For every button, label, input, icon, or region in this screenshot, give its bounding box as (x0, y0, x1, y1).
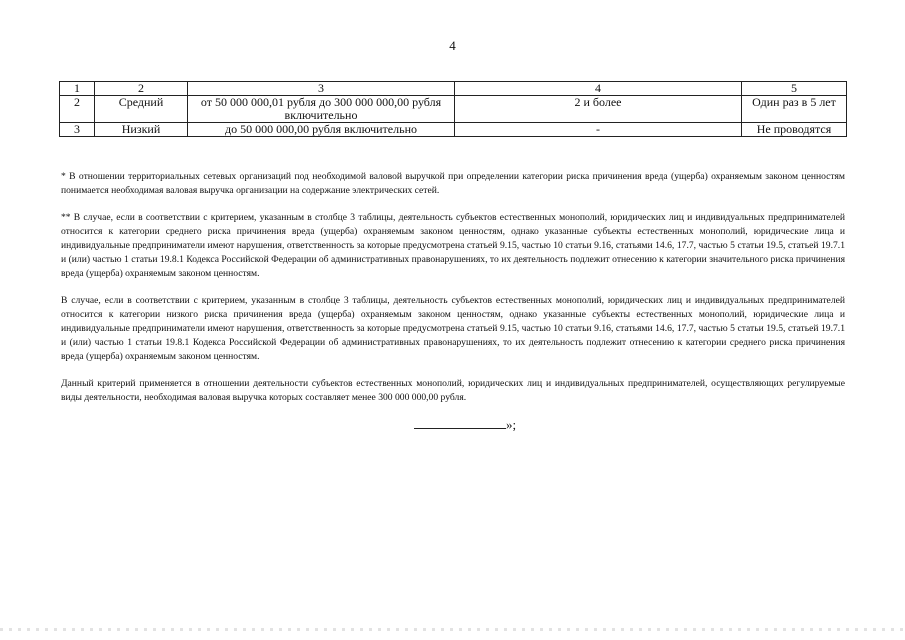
page-number: 4 (449, 38, 456, 53)
table-header-cell: 2 (95, 82, 188, 96)
table-cell-violations: - (455, 123, 742, 137)
table-header-cell: 4 (455, 82, 742, 96)
closing-quote: »; (506, 417, 517, 432)
table-header-cell: 1 (60, 82, 95, 96)
footnote-single-asterisk: * В отношении территориальных сетевых организаций под необходимой валовой выручкой при определении категории риска причинения вреда (ущерба) охраняемым законом ценностям понимается необходимая валовая выручка организации на содержание электрических сетей. (61, 171, 845, 196)
table-header-row (60, 82, 847, 96)
footnote-double-asterisk: ** В случае, если в соответствии с критерием, указанным в столбце 3 таблицы, деятельность субъектов естественных монополий, юридических лиц и индивидуальных предпринимателей относится к категории среднего риска причинения вреда (ущерба) охраняемым законом ценностям, однако указанные субъекты естественных монополий, юридические лица и индивидуальные предприниматели имеют нарушения, ответственность за которые предусмотрена статьей 9.15, частью 10 статьи 9.16, статьями 14.6, 17.7, частью 5 статьи 19.5, статьей 19.7.1 и (или) частью 1 статьи 19.8.1 Кодекса Российской Федерации об административных правонарушениях, то их деятельность подлежит отнесению к категории значительного риска причинения вреда (ущерба) охраняемым законом ценностям. (61, 212, 845, 279)
closing-underline (414, 418, 506, 429)
table-cell-revenue-criterion: от 50 000 000,01 рубля до 300 000 000,00 рубля включительно (188, 96, 455, 123)
risk-category-table (59, 81, 847, 137)
note-paragraph: В случае, если в соответствии с критерием, указанным в столбце 3 таблицы, деятельность субъектов естественных монополий, юридических лиц и индивидуальных предпринимателей относится к категории низкого риска причинения вреда (ущерба) охраняемым законом ценностям, однако указанные субъекты естественных монополий, юридические лица и индивидуальные предприниматели имеют нарушения, ответственность за которые предусмотрена статьей 9.15, частью 10 статьи 9.16, статьями 14.6, 17.7, частью 5 статьи 19.5, статьей 19.7.1 и (или) частью 1 статьи 19.8.1 Кодекса Российской Федерации об административных правонарушениях, то их деятельность подлежит отнесению к категории среднего риска причинения вреда (ущерба) охраняемым законом ценностям. (61, 295, 845, 362)
table-row (60, 96, 847, 123)
closing-mark (414, 417, 516, 433)
table-cell-risk-category: Средний (95, 96, 188, 123)
table-header-cell: 5 (742, 82, 847, 96)
table-header-cell: 3 (188, 82, 455, 96)
table-cell-inspection-frequency: Один раз в 5 лет (742, 96, 847, 123)
note-paragraph: Данный критерий применяется в отношении деятельности субъектов естественных монополий, юридических лиц и индивидуальных предпринимателей, осуществляющих регулируемые виды деятельности, необходимая валовая выручка которых составляет менее 300 000 000,00 рубля. (61, 378, 845, 403)
table-cell-risk-category: Низкий (95, 123, 188, 137)
scan-artifact-line (0, 628, 905, 631)
table-cell-revenue-criterion: до 50 000 000,00 рубля включительно (188, 123, 455, 137)
table-cell-number: 3 (60, 123, 95, 137)
table-cell-inspection-frequency: Не проводятся (742, 123, 847, 137)
table-row (60, 123, 847, 137)
table-cell-number: 2 (60, 96, 95, 123)
table-cell-violations: 2 и более (455, 96, 742, 123)
notes-section (61, 170, 845, 418)
